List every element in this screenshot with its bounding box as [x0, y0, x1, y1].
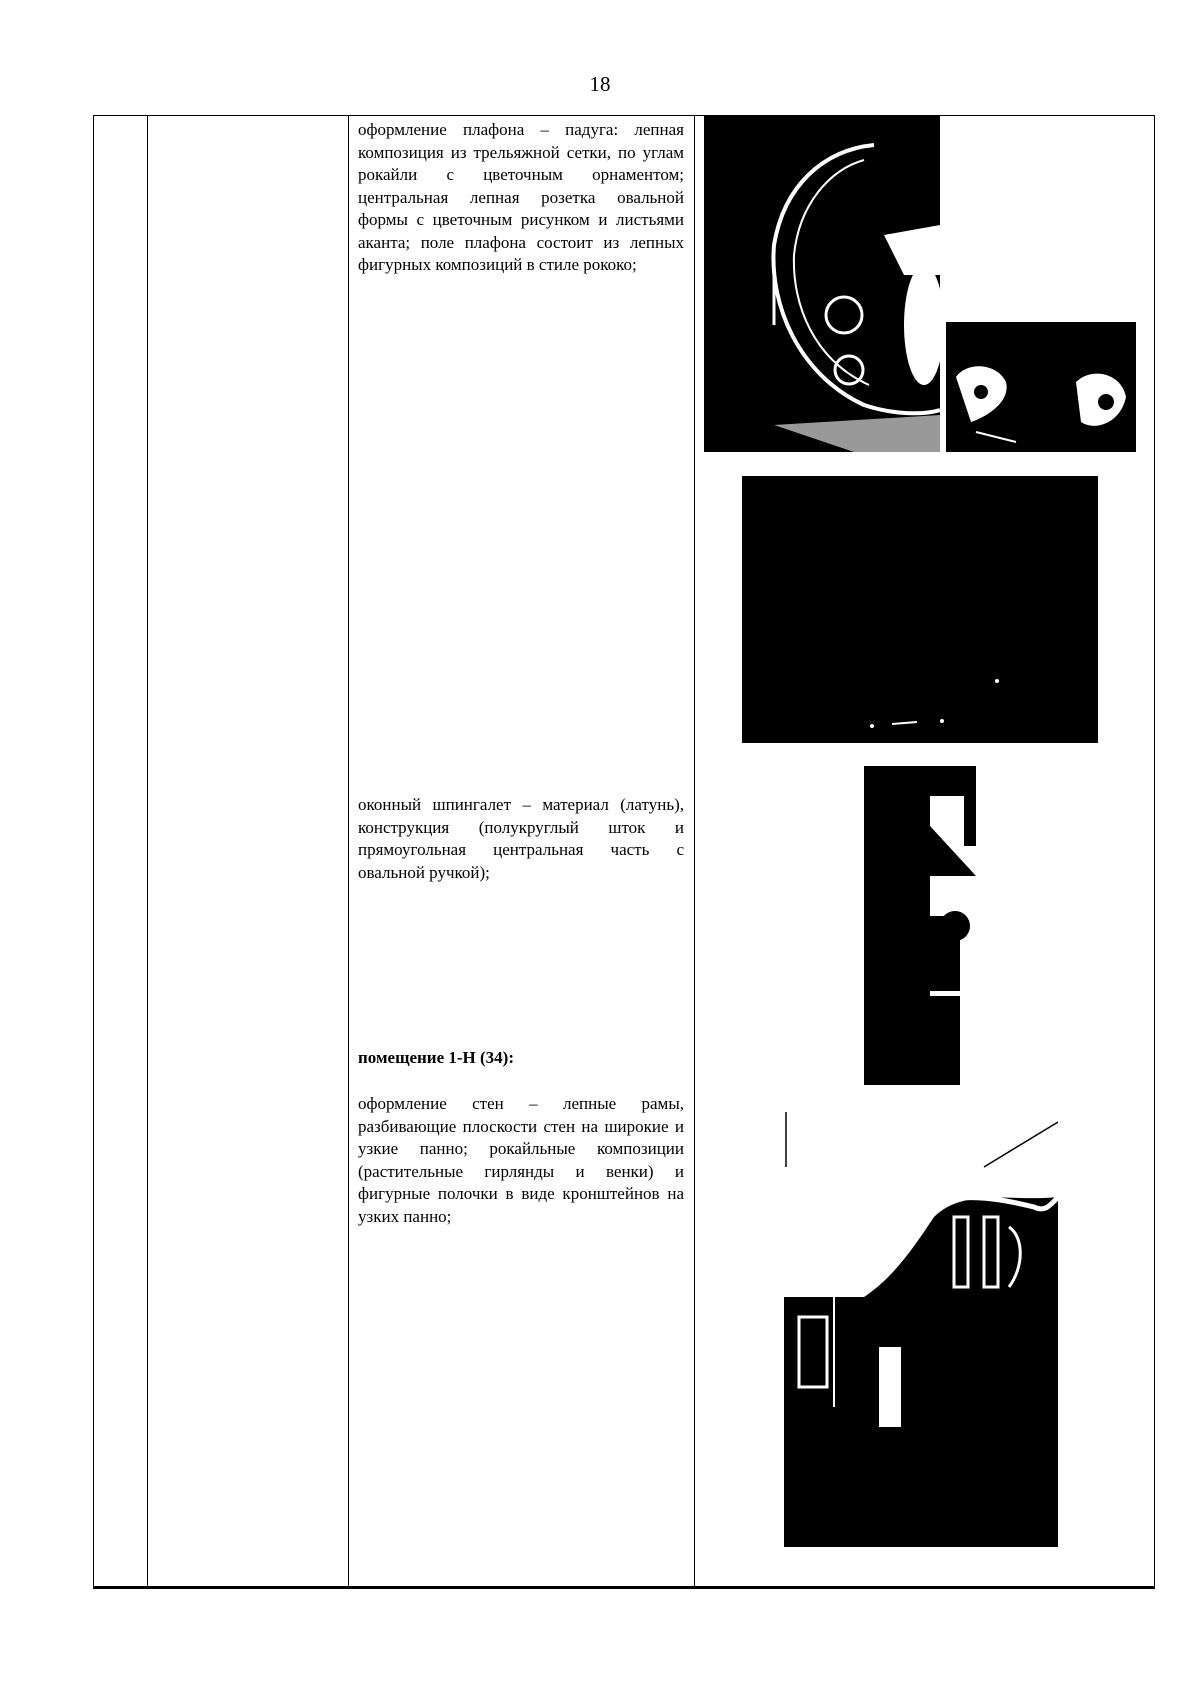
plafond-description: оформление плафона – падуга: лепная композиция из трельяжной сетки, по углам рокайли с цветочным орнаментом; центральная лепная розетка овальной формы с цветочным рисунком и листьями аканта; поле плафона состоит из лепных фигурных композиций в стиле рококо; — [358, 120, 684, 274]
plafond-overview-photo — [742, 476, 1098, 743]
plafond-photo — [704, 115, 940, 452]
table-bottom-rule — [93, 1586, 1155, 1588]
window-latch-description: оконный шпингалет – материал (латунь), конструкция (полукруглый шток и прямоугольная центральная часть с овальной ручкой); — [358, 795, 684, 882]
window-latch-photo — [864, 766, 976, 1085]
room-heading: помещение 1-Н (34): — [358, 1048, 514, 1067]
column-divider — [147, 116, 148, 1588]
page-number: 18 — [589, 72, 611, 96]
column-divider — [694, 116, 695, 1588]
walls-photo — [784, 1107, 1058, 1547]
column-divider — [348, 116, 349, 1588]
plafond-detail-photo — [946, 322, 1136, 452]
walls-description: оформление стен – лепные рамы, разбивающие плоскости стен на широкие и узкие панно; рокайльные композиции (растительные гирлянды и венки) и фигурные полочки в виде кронштейнов на узких панно; — [358, 1094, 684, 1226]
